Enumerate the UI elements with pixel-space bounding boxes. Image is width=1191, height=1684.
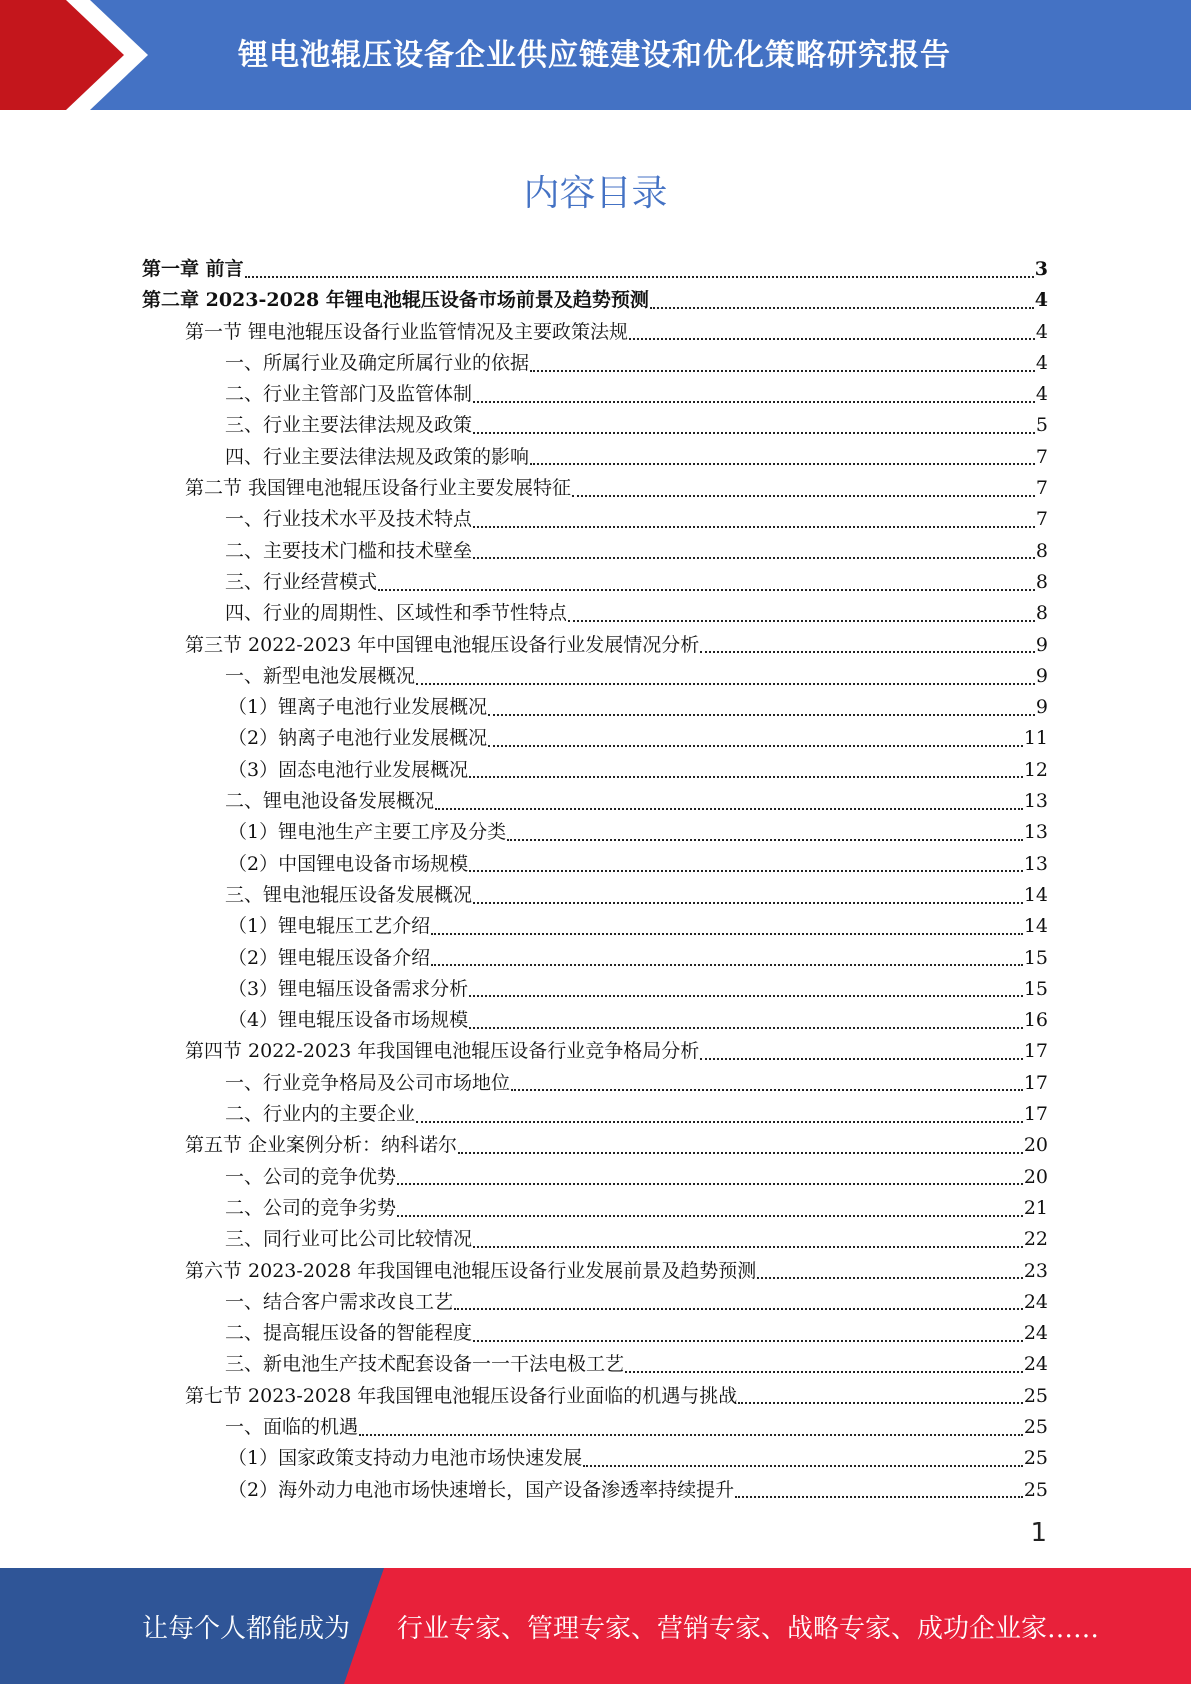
toc-entry-page: 14 <box>1023 883 1048 906</box>
toc-entry-page: 13 <box>1023 852 1048 875</box>
toc-leader-dots <box>431 964 1023 966</box>
toc-entry[interactable] <box>142 943 1048 974</box>
toc-entry-page: 22 <box>1023 1228 1048 1251</box>
toc-entry-page: 13 <box>1023 821 1048 844</box>
toc-entry-page: 13 <box>1023 790 1048 813</box>
toc-leader-dots <box>507 839 1023 841</box>
toc-entry-title: 一、行业竞争格局及公司市场地位 <box>225 1071 511 1094</box>
toc-entry-title: 一、新型电池发展概况 <box>225 664 416 687</box>
toc-entry-title: 三、新电池生产技术配套设备一一干法电极工艺 <box>225 1353 625 1376</box>
toc-entry-page: 4 <box>1034 289 1048 312</box>
page-header <box>0 0 1191 110</box>
toc-entry-title: （2）海外动力电池市场快速增长，国产设备渗透率持续提升 <box>228 1478 735 1501</box>
toc-entry[interactable] <box>142 1036 1048 1067</box>
toc-entry[interactable] <box>142 473 1048 504</box>
toc-entry-page: 9 <box>1035 664 1048 687</box>
footer-slogan-left: 让每个人都能成为 <box>142 1614 351 1644</box>
toc-entry-title: 第七节 2023-2028 年我国锂电池辊压设备行业面临的机遇与挑战 <box>185 1384 738 1407</box>
toc-entry-title: 第五节 企业案例分析：纳科诺尔 <box>185 1134 458 1157</box>
toc-leader-dots <box>435 808 1023 810</box>
toc-leader-dots <box>488 714 1035 716</box>
toc-heading: 内容目录 <box>523 173 668 214</box>
toc-entry[interactable] <box>142 692 1048 723</box>
toc-entry-page: 16 <box>1023 1009 1048 1032</box>
toc-entry-page: 8 <box>1035 602 1048 625</box>
toc-entry-page: 14 <box>1023 915 1048 938</box>
toc-entry-title: 二、公司的竞争劣势 <box>225 1196 397 1219</box>
toc-entry-title: （2）锂电辊压设备介绍 <box>228 946 431 969</box>
toc-entry[interactable] <box>142 348 1048 379</box>
footer-slogan-right: 行业专家、管理专家、营销专家、战略专家、成功企业家…… <box>397 1614 1100 1644</box>
toc-leader-dots <box>397 1183 1023 1185</box>
toc-entry-page: 25 <box>1023 1415 1048 1438</box>
toc-entry-page: 8 <box>1035 570 1048 593</box>
toc-entry-title: （2）中国锂电设备市场规模 <box>228 852 469 875</box>
toc-entry-page: 7 <box>1035 477 1048 500</box>
toc-entry-page: 25 <box>1023 1384 1048 1407</box>
toc-entry-title: 一、公司的竞争优势 <box>225 1165 397 1188</box>
header-arrow-logo <box>0 0 150 110</box>
toc-entry[interactable] <box>142 849 1048 880</box>
toc-entry-page: 8 <box>1035 539 1048 562</box>
toc-entry-title: 二、锂电池设备发展概况 <box>225 790 435 813</box>
toc-leader-dots <box>469 870 1023 872</box>
toc-leader-dots <box>625 1371 1023 1373</box>
toc-entry-page: 4 <box>1035 383 1048 406</box>
toc-entry-page: 9 <box>1035 633 1048 656</box>
toc-entry-title: （1）锂离子电池行业发展概况 <box>228 696 488 719</box>
toc-entry[interactable] <box>142 536 1048 567</box>
toc-entry-title: 二、行业主管部门及监管体制 <box>225 383 473 406</box>
toc-leader-dots <box>583 1465 1023 1467</box>
toc-entry[interactable] <box>142 1224 1048 1255</box>
toc-leader-dots <box>469 776 1023 778</box>
toc-entry-title: （1）锂电辊压工艺介绍 <box>228 915 431 938</box>
toc-entry[interactable] <box>142 661 1048 692</box>
toc-entry[interactable] <box>142 1099 1048 1130</box>
toc-entry[interactable] <box>142 1193 1048 1224</box>
toc-leader-dots <box>511 1089 1023 1091</box>
page-number: 1 <box>1030 1518 1047 1548</box>
toc-leader-dots <box>397 1215 1023 1217</box>
toc-entry[interactable] <box>142 254 1048 285</box>
toc-entry-title: 三、锂电池辊压设备发展概况 <box>225 883 473 906</box>
toc-leader-dots <box>469 995 1023 997</box>
toc-entry[interactable] <box>142 379 1048 410</box>
toc-entry-title: 二、行业内的主要企业 <box>225 1103 416 1126</box>
toc-entry[interactable] <box>142 285 1048 316</box>
toc-entry[interactable] <box>142 755 1048 786</box>
toc-entry[interactable] <box>142 880 1048 911</box>
toc-entry[interactable] <box>142 723 1048 754</box>
toc-entry-title: （1）锂电池生产主要工序及分类 <box>228 821 507 844</box>
toc-leader-dots <box>572 495 1035 497</box>
toc-entry-page: 11 <box>1023 727 1048 750</box>
report-title: 锂电池辊压设备企业供应链建设和优化策略研究报告 <box>238 38 951 73</box>
toc-entry-page: 21 <box>1023 1196 1048 1219</box>
toc-entry-title: （3）锂电辐压设备需求分析 <box>228 977 469 1000</box>
toc-entry-page: 24 <box>1023 1322 1048 1345</box>
toc-entry-title: 第一章 前言 <box>142 258 244 280</box>
toc-entry-page: 24 <box>1023 1290 1048 1313</box>
toc-entry-page: 17 <box>1023 1071 1048 1094</box>
toc-entry-page: 7 <box>1035 445 1048 468</box>
toc-entry[interactable] <box>142 598 1048 629</box>
toc-entry-title: 一、所属行业及确定所属行业的依据 <box>225 351 530 374</box>
toc-entry[interactable] <box>142 1475 1048 1506</box>
toc-leader-dots <box>738 1402 1023 1404</box>
page-footer <box>0 1568 1191 1684</box>
toc-leader-dots <box>757 1277 1023 1279</box>
toc-entry[interactable] <box>142 1130 1048 1161</box>
toc-entry-title: 一、结合客户需求改良工艺 <box>225 1290 454 1313</box>
toc-entry-page: 4 <box>1035 320 1048 343</box>
toc-leader-dots <box>530 370 1035 372</box>
toc-entry[interactable] <box>142 1162 1048 1193</box>
toc-entry-page: 4 <box>1035 351 1048 374</box>
toc-entry[interactable] <box>142 1349 1048 1380</box>
toc-entry[interactable] <box>142 1381 1048 1412</box>
toc-leader-dots <box>416 683 1035 685</box>
toc-entry[interactable] <box>142 1443 1048 1474</box>
toc-entry-page: 7 <box>1035 508 1048 531</box>
toc-leader-dots <box>473 1340 1023 1342</box>
toc-leader-dots <box>473 1246 1023 1248</box>
toc-entry-title: 第四节 2022-2023 年我国锂电池辊压设备行业竞争格局分析 <box>185 1040 700 1063</box>
toc-entry-title: 一、面临的机遇 <box>225 1415 359 1438</box>
toc-leader-dots <box>454 1308 1023 1310</box>
toc-entry[interactable] <box>142 1005 1048 1036</box>
toc-entry[interactable] <box>142 317 1048 348</box>
toc-entry-title: 三、同行业可比公司比较情况 <box>225 1228 473 1251</box>
toc-entry-title: 三、行业主要法律法规及政策 <box>225 414 473 437</box>
toc-entry[interactable] <box>142 504 1048 535</box>
toc-leader-dots <box>700 1058 1023 1060</box>
toc-entry[interactable] <box>142 442 1048 473</box>
toc-leader-dots <box>245 276 1034 278</box>
toc-entry-page: 25 <box>1023 1447 1048 1470</box>
toc-entry-page: 9 <box>1035 696 1048 719</box>
toc-leader-dots <box>473 902 1023 904</box>
toc-entry-page: 5 <box>1035 414 1048 437</box>
toc-leader-dots <box>629 338 1035 340</box>
toc-leader-dots <box>473 401 1035 403</box>
toc-entry-title: （4）锂电辊压设备市场规模 <box>228 1009 469 1032</box>
toc-entry[interactable] <box>142 1287 1048 1318</box>
toc-entry[interactable] <box>142 786 1048 817</box>
table-of-contents <box>142 254 1048 1506</box>
toc-leader-dots <box>416 1121 1023 1123</box>
toc-entry-title: （3）固态电池行业发展概况 <box>228 758 469 781</box>
toc-leader-dots <box>650 307 1034 309</box>
toc-entry-page: 17 <box>1023 1040 1048 1063</box>
toc-entry[interactable] <box>142 911 1048 942</box>
toc-entry-title: 第一节 锂电池辊压设备行业监管情况及主要政策法规 <box>185 320 629 343</box>
toc-entry-title: 一、行业技术水平及技术特点 <box>225 508 473 531</box>
toc-entry-title: 四、行业的周期性、区域性和季节性特点 <box>225 602 568 625</box>
toc-entry-title: 四、行业主要法律法规及政策的影响 <box>225 445 530 468</box>
toc-leader-dots <box>359 1434 1023 1436</box>
toc-entry[interactable] <box>142 974 1048 1005</box>
toc-entry-page: 20 <box>1023 1165 1048 1188</box>
toc-entry-page: 25 <box>1023 1478 1048 1501</box>
toc-leader-dots <box>469 1027 1023 1029</box>
toc-entry-page: 3 <box>1034 258 1048 280</box>
toc-entry-title: 三、行业经营模式 <box>225 570 378 593</box>
toc-entry[interactable] <box>142 1412 1048 1443</box>
toc-entry-title: （1）国家政策支持动力电池市场快速发展 <box>228 1447 583 1470</box>
toc-leader-dots <box>568 620 1035 622</box>
toc-leader-dots <box>488 745 1023 747</box>
toc-entry-title: 第六节 2023-2028 年我国锂电池辊压设备行业发展前景及趋势预测 <box>185 1259 757 1282</box>
toc-entry-page: 20 <box>1023 1134 1048 1157</box>
toc-leader-dots <box>473 526 1035 528</box>
toc-entry-title: （2）钠离子电池行业发展概况 <box>228 727 488 750</box>
toc-leader-dots <box>530 463 1035 465</box>
toc-entry-page: 15 <box>1023 946 1048 969</box>
toc-entry-title: 二、提高辊压设备的智能程度 <box>225 1322 473 1345</box>
toc-leader-dots <box>378 589 1035 591</box>
toc-entry-page: 24 <box>1023 1353 1048 1376</box>
toc-entry[interactable] <box>142 630 1048 661</box>
toc-entry[interactable] <box>142 817 1048 848</box>
toc-entry-page: 15 <box>1023 977 1048 1000</box>
toc-leader-dots <box>473 557 1035 559</box>
toc-entry-page: 12 <box>1023 758 1048 781</box>
toc-entry[interactable] <box>142 1318 1048 1349</box>
toc-entry-page: 17 <box>1023 1103 1048 1126</box>
toc-entry-page: 23 <box>1023 1259 1048 1282</box>
toc-entry[interactable] <box>142 567 1048 598</box>
toc-entry[interactable] <box>142 410 1048 441</box>
toc-entry[interactable] <box>142 1068 1048 1099</box>
toc-leader-dots <box>431 933 1023 935</box>
toc-leader-dots <box>735 1496 1023 1498</box>
toc-entry-title: 第二章 2023-2028 年锂电池辊压设备市场前景及趋势预测 <box>142 289 649 312</box>
toc-leader-dots <box>458 1152 1023 1154</box>
toc-entry-title: 第三节 2022-2023 年中国锂电池辊压设备行业发展情况分析 <box>185 633 700 656</box>
toc-leader-dots <box>473 432 1035 434</box>
toc-entry[interactable] <box>142 1256 1048 1287</box>
toc-leader-dots <box>700 651 1035 653</box>
toc-entry-title: 二、主要技术门槛和技术壁垒 <box>225 539 473 562</box>
toc-entry-title: 第二节 我国锂电池辊压设备行业主要发展特征 <box>185 477 572 500</box>
